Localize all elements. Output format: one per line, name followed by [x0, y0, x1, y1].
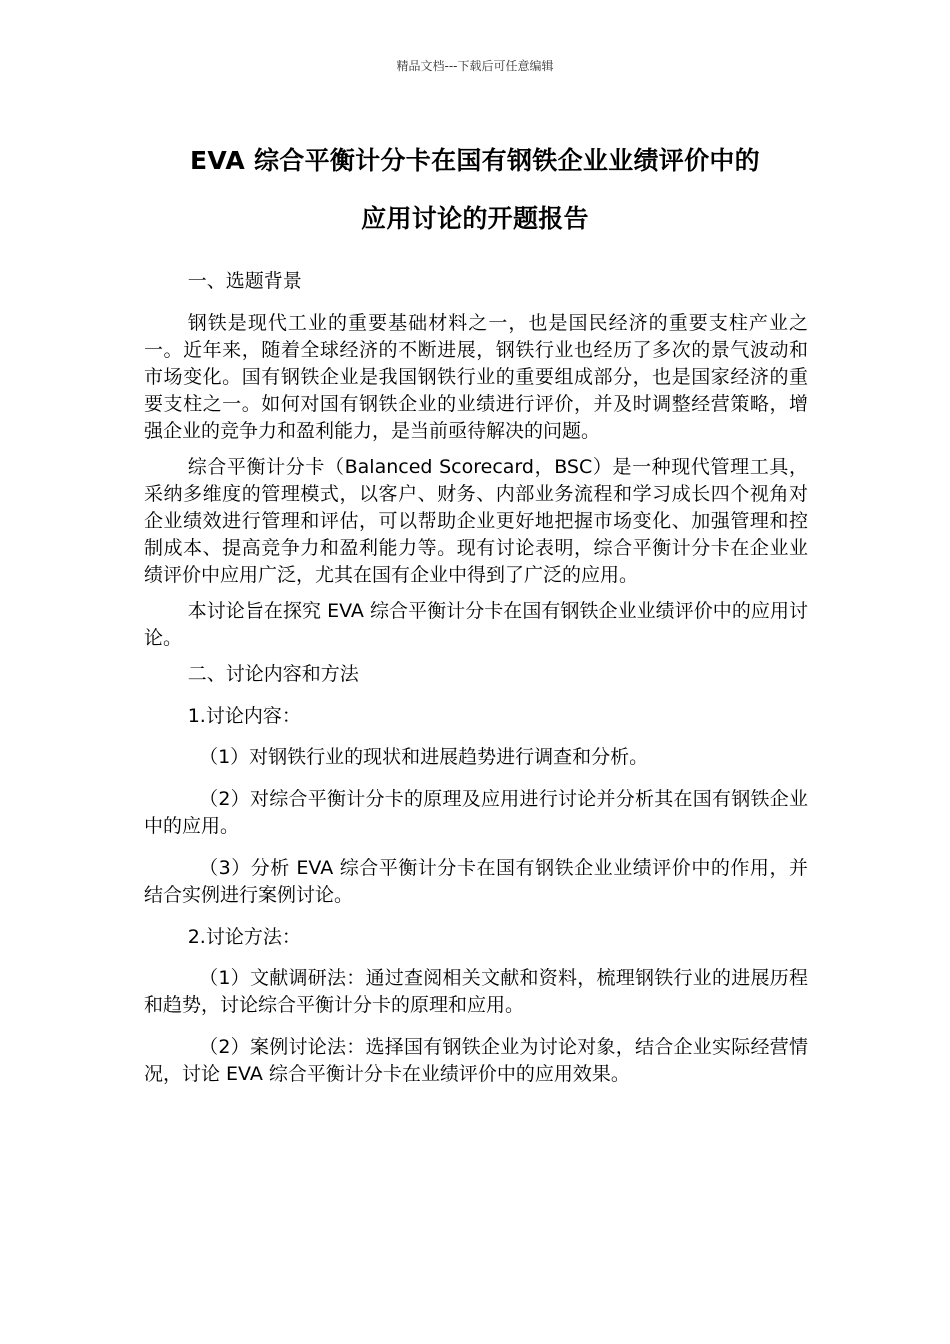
section-heading-content-method: 二、讨论内容和方法	[187, 663, 359, 685]
subheading-research-method: 2.讨论方法：	[187, 926, 301, 948]
subheading-research-content: 1.讨论内容：	[187, 705, 301, 727]
method-item-2: （2）案例讨论法：选择国有钢铁企业为讨论对象，结合企业实际经营情况，讨论 EVA 综合平衡计分卡在业绩评价中的应用效果。	[144, 1036, 808, 1085]
content-item-2: （2）对综合平衡计分卡的原理及应用进行讨论并分析其在国有钢铁企业中的应用。	[144, 788, 808, 837]
document-body	[144, 268, 808, 1103]
title-line-2: 应用讨论的开题报告	[361, 204, 589, 233]
paragraph-steel-industry: 钢铁是现代工业的重要基础材料之一，也是国民经济的重要支柱产业之一。近年来，随着全球经济的不断进展，钢铁行业也经历了多次的景气波动和市场变化。国有钢铁企业是我国钢铁行业的重要组成部分，也是国家经济的重要支柱之一。如何对国有钢铁企业的业绩进行评价，并及时调整经营策略，增强企业的竞争力和盈利能力，是当前亟待解决的问题。	[144, 312, 808, 442]
content-item-3: （3）分析 EVA 综合平衡计分卡在国有钢铁企业业绩评价中的作用，并结合实例进行案例讨论。	[144, 857, 808, 906]
paragraph-balanced-scorecard: 综合平衡计分卡（Balanced Scorecard，BSC）是一种现代管理工具，采纳多维度的管理模式，以客户、财务、内部业务流程和学习成长四个视角对企业绩效进行管理和评估，可以帮助企业更好地把握市场变化、加强管理和控制成本、提高竞争力和盈利能力等。现有讨论表明，综合平衡计分卡在企业业绩评价中应用广泛，尤其在国有企业中得到了广泛的应用。	[144, 456, 808, 586]
method-item-1: （1）文献调研法：通过查阅相关文献和资料，梳理钢铁行业的进展历程和趋势，讨论综合平衡计分卡的原理和应用。	[144, 967, 808, 1016]
document-title	[100, 132, 850, 248]
paragraph-research-aim: 本讨论旨在探究 EVA 综合平衡计分卡在国有钢铁企业业绩评价中的应用讨论。	[144, 600, 808, 649]
header-note: 精品文档---下载后可任意编辑	[396, 59, 554, 73]
content-item-1: （1）对钢铁行业的现状和进展趋势进行调查和分析。	[199, 746, 649, 768]
section-heading-background: 一、选题背景	[187, 270, 302, 292]
title-line-1: EVA 综合平衡计分卡在国有钢铁企业业绩评价中的	[190, 146, 760, 175]
